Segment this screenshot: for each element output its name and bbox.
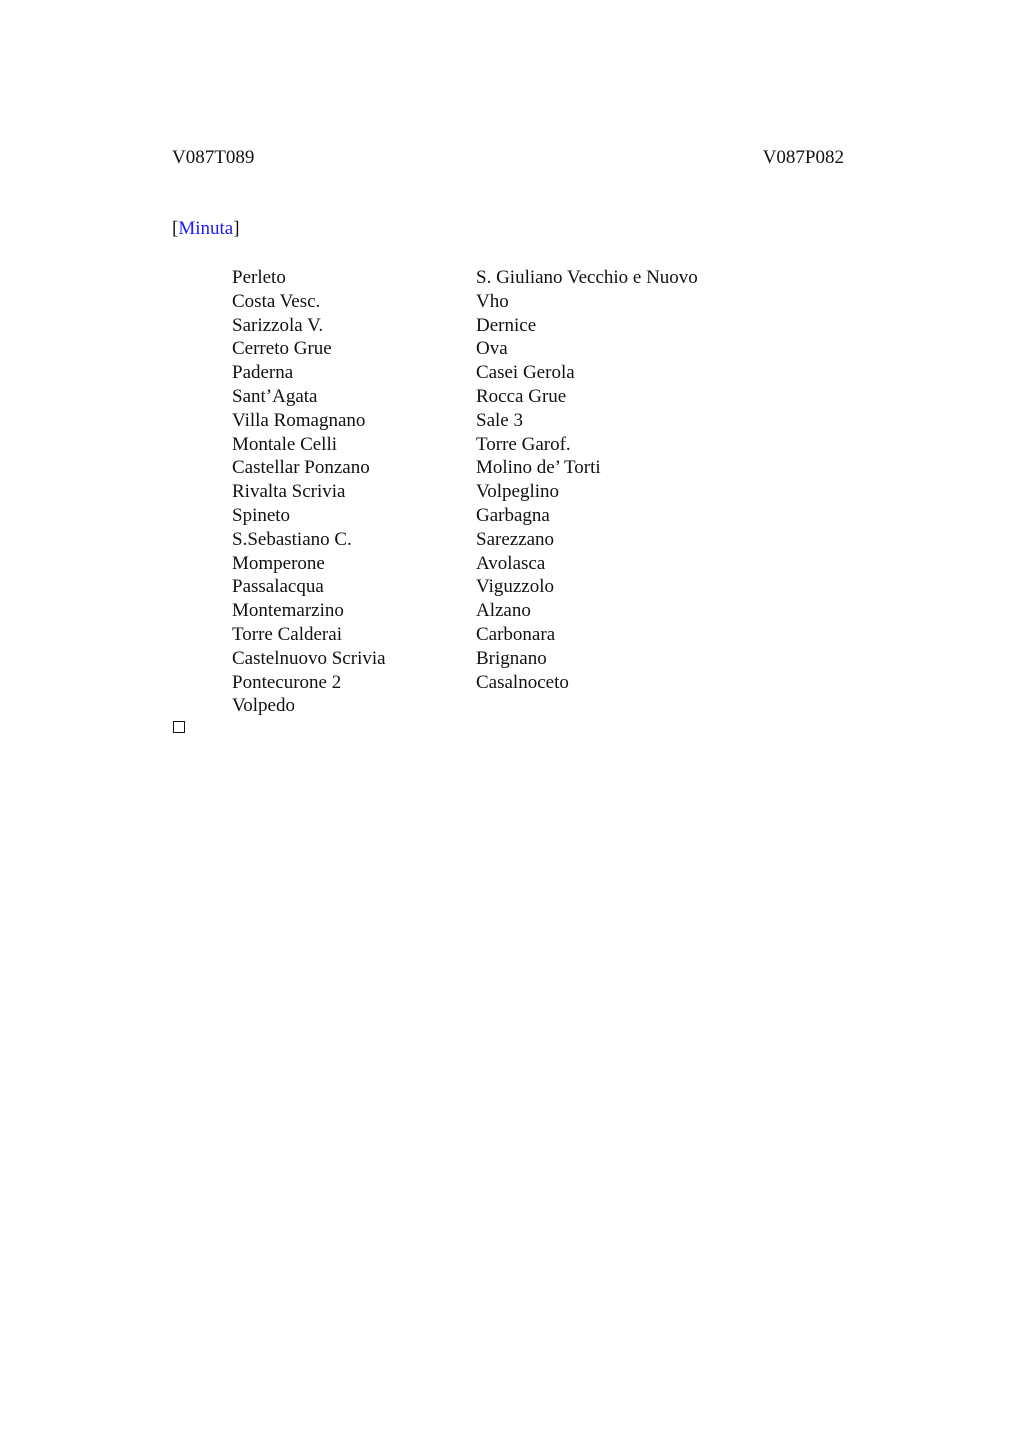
place-item: Avolasca [476, 552, 546, 574]
place-item: Sale 3 [476, 409, 523, 431]
place-item: Castellar Ponzano [232, 457, 370, 479]
place-item: Momperone [232, 552, 325, 574]
place-item: Viguzzolo [476, 576, 555, 598]
place-item: Carbonara [476, 623, 556, 645]
place-item: Casalnoceto [476, 671, 569, 693]
place-item: S.Sebastiano C. [232, 528, 352, 550]
minuta-link[interactable]: Minuta [178, 218, 234, 239]
place-item: Torre Calderai [232, 623, 342, 645]
place-item: Molino de’ Torti [476, 457, 601, 479]
open-bracket: [ [172, 218, 179, 239]
place-item: Rocca Grue [476, 385, 567, 407]
place-item: Volpedo [232, 695, 295, 717]
place-item: Pontecurone 2 [232, 671, 342, 693]
place-item: Vho [476, 290, 509, 312]
place-item: Sant’Agata [232, 385, 318, 407]
place-item: Brignano [476, 647, 547, 669]
end-marker-box [173, 721, 185, 733]
place-item: Sarizzola V. [232, 314, 324, 336]
minuta-label [172, 218, 240, 240]
place-item: Casei Gerola [476, 362, 575, 384]
place-item: Dernice [476, 314, 537, 336]
place-item: Passalacqua [232, 576, 324, 598]
place-item: Castelnuovo Scrivia [232, 647, 386, 669]
places-list-right [476, 266, 698, 694]
document-code-right: V087P082 [762, 147, 844, 168]
place-item: Montemarzino [232, 600, 344, 622]
place-item: Spineto [232, 504, 291, 526]
place-item: Villa Romagnano [232, 409, 366, 431]
place-item: Volpeglino [476, 481, 560, 503]
place-item: Paderna [232, 362, 294, 384]
place-item: Alzano [476, 600, 531, 622]
place-item: Ova [476, 338, 508, 360]
place-item: Rivalta Scrivia [232, 481, 346, 503]
place-item: Costa Vesc. [232, 290, 321, 312]
place-item: S. Giuliano Vecchio e Nuovo [476, 267, 698, 288]
document-code-left: V087T089 [172, 147, 255, 168]
place-item: Garbagna [476, 504, 550, 526]
place-item: Montale Celli [232, 433, 338, 455]
close-bracket: ] [233, 218, 240, 239]
place-item: Torre Garof. [476, 433, 571, 455]
places-list-left [232, 266, 386, 718]
place-item: Perleto [232, 267, 286, 288]
place-item: Cerreto Grue [232, 338, 332, 360]
place-item: Sarezzano [476, 528, 555, 550]
